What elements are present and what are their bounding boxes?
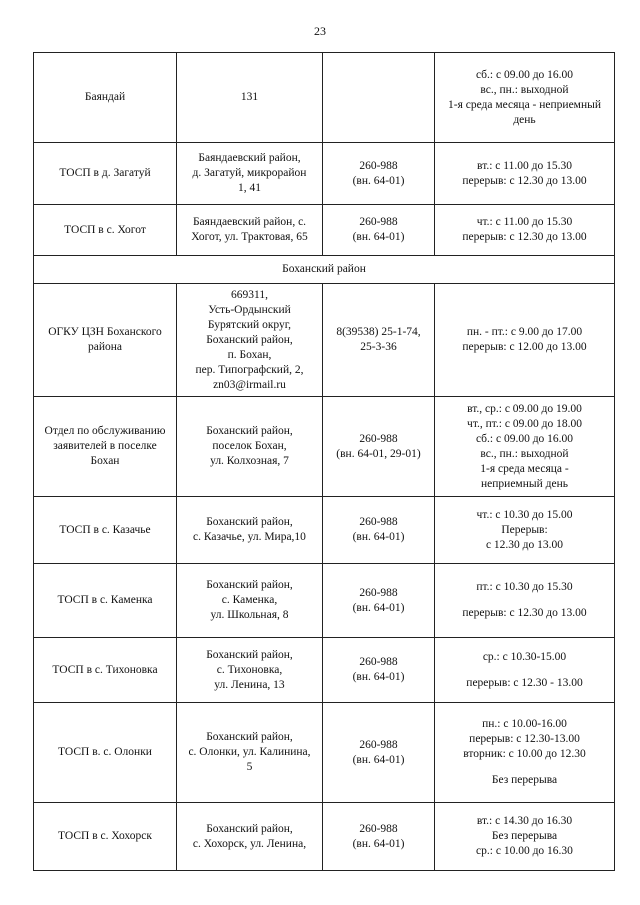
cell-line: с. Каменка,: [221, 594, 278, 606]
cell-line: 260-988: [359, 216, 398, 228]
cell-line: с. Казачье, ул. Мира,10: [193, 531, 306, 543]
office-name-cell: [34, 143, 177, 205]
line-spacer: [438, 665, 611, 676]
cell-line: перерыв: с 12.30 до 13.00: [462, 607, 587, 619]
cell-line: заявителей в поселке: [53, 440, 157, 452]
cell-line: Боханский район,: [206, 579, 293, 591]
cell-line: ТОСП в д. Загатуй: [59, 167, 151, 179]
office-phone-cell: [323, 143, 435, 205]
cell-line: вт., ср.: с 09.00 до 19.00: [467, 402, 582, 415]
office-address-cell: [177, 143, 323, 205]
section-title: Боханский район: [34, 256, 615, 284]
cell-line: zn03@irmail.ru: [213, 378, 286, 391]
office-name-cell: [34, 53, 177, 143]
cell-line: ТОСП в с. Хогот: [64, 223, 146, 236]
table-row: [34, 284, 615, 397]
office-phone-cell: [323, 803, 435, 871]
cell-line: вт.: с 11.00 до 15.30: [477, 159, 572, 172]
cell-line: вс., пн.: выходной: [480, 447, 569, 460]
office-phone-cell: [323, 205, 435, 256]
cell-line: 25-3-36: [360, 341, 397, 353]
cell-line: 1-я среда месяца - неприемный: [447, 98, 601, 111]
table-row: [34, 564, 615, 638]
office-name-cell: [34, 497, 177, 564]
cell-line: ул. Школьная, 8: [210, 609, 289, 621]
cell-line: Бохан: [90, 455, 120, 467]
cell-line: с. Олонки, ул. Калинина,: [188, 746, 311, 758]
cell-line: Без перерыва: [491, 830, 558, 842]
cell-line: (вн. 64-01): [352, 531, 405, 543]
office-address-cell: [177, 53, 323, 143]
cell-line: (вн. 64-01): [352, 174, 405, 187]
cell-line: 260-988: [359, 586, 398, 599]
cell-line: Баяндаевский район,: [198, 152, 301, 164]
cell-line: Боханский район,: [206, 425, 293, 437]
office-phone-cell: [323, 284, 435, 397]
cell-line: с. Тихоновка,: [216, 663, 283, 676]
table-row: [34, 53, 615, 143]
office-name-cell: [34, 803, 177, 871]
cell-line: ТОСП в. с. Олонки: [58, 746, 152, 758]
cell-line: поселок Бохан,: [212, 440, 287, 452]
office-hours-cell: [435, 497, 615, 564]
office-phone-cell: [323, 397, 435, 497]
cell-line: перерыв: с 12.30 - 13.00: [466, 676, 583, 689]
office-phone-cell: [323, 564, 435, 638]
cell-line: 260-988: [359, 656, 398, 668]
cell-line: Отдел по обслуживанию: [44, 425, 166, 437]
table-row: [34, 803, 615, 871]
table-row: [34, 397, 615, 497]
cell-line: чт.: с 10.30 до 15.00: [476, 508, 573, 521]
cell-line: неприемный день: [481, 477, 568, 490]
cell-line: д. Загатуй, микрорайон: [192, 167, 307, 179]
cell-line: перерыв: с 12.30-13.00: [469, 733, 580, 745]
cell-line: ср.: с 10.00 до 16.30: [476, 845, 573, 857]
cell-line: вторник: с 10.00 до 12.30: [463, 748, 586, 760]
office-name-cell: [34, 638, 177, 703]
cell-line: (вн. 64-01): [352, 753, 405, 766]
table-row: [34, 143, 615, 205]
cell-line: Перерыв:: [501, 523, 548, 536]
offices-table-body: [34, 53, 615, 871]
office-name-cell: [34, 205, 177, 256]
cell-line: Бурятский округ,: [207, 318, 292, 331]
office-hours-cell: [435, 397, 615, 497]
cell-line: ул. Ленина, 13: [214, 678, 285, 691]
cell-line: Боханский район,: [206, 822, 293, 835]
table-row: [34, 703, 615, 803]
office-address-cell: [177, 803, 323, 871]
office-address-cell: [177, 397, 323, 497]
cell-line: сб.: с 09.00 до 16.00: [475, 68, 574, 81]
cell-line: перерыв: с 12.30 до 13.00: [462, 231, 587, 243]
cell-line: с. Хохорск, ул. Ленина,: [192, 837, 307, 850]
office-hours-cell: [435, 638, 615, 703]
line-spacer: [438, 595, 611, 606]
cell-line: Без перерыва: [491, 774, 558, 786]
cell-line: 8(39538) 25-1-74,: [336, 326, 421, 338]
cell-line: 669311,: [231, 288, 268, 301]
cell-line: ОГКУ ЦЗН Боханского: [48, 326, 162, 338]
cell-line: (вн. 64-01): [352, 671, 405, 683]
cell-line: Хогот, ул. Трактовая, 65: [191, 231, 308, 243]
cell-line: Боханский район,: [206, 516, 293, 528]
cell-line: Боханский район,: [206, 333, 293, 346]
cell-line: 260-988: [359, 516, 398, 528]
cell-line: 260-988: [359, 738, 398, 751]
line-spacer: [438, 762, 611, 773]
cell-line: перерыв: с 12.00 до 13.00: [462, 341, 587, 353]
cell-line: Баяндай: [84, 91, 126, 103]
cell-line: Усть-Ордынский: [208, 303, 291, 316]
section-row: [34, 256, 615, 284]
cell-line: Боханский район,: [206, 731, 293, 743]
cell-line: 131: [240, 91, 259, 103]
cell-line: пн. - пт.: с 9.00 до 17.00: [466, 326, 583, 338]
cell-line: п. Бохан,: [227, 348, 272, 361]
cell-line: чт., пт.: с 09.00 до 18.00: [467, 417, 582, 430]
cell-line: чт.: с 11.00 до 15.30: [476, 216, 573, 228]
cell-line: ТОСП в с. Хохорск: [58, 830, 152, 842]
cell-line: Боханский район,: [206, 648, 293, 661]
cell-line: 260-988: [359, 822, 398, 835]
office-hours-cell: [435, 143, 615, 205]
cell-line: (вн. 64-01): [352, 601, 405, 614]
cell-line: день: [513, 113, 536, 126]
office-address-cell: [177, 205, 323, 256]
cell-line: Баяндаевский район, с.: [192, 216, 307, 228]
cell-line: ТОСП в с. Каменка: [57, 594, 153, 606]
office-hours-cell: [435, 53, 615, 143]
office-hours-cell: [435, 205, 615, 256]
cell-line: 5: [246, 761, 253, 773]
office-hours-cell: [435, 284, 615, 397]
table-row: [34, 638, 615, 703]
office-name-cell: [34, 284, 177, 397]
page-number: 23: [314, 24, 326, 38]
office-address-cell: [177, 703, 323, 803]
cell-line: (вн. 64-01): [352, 837, 405, 850]
office-address-cell: [177, 638, 323, 703]
cell-line: 1, 41: [238, 182, 261, 194]
cell-line: 260-988: [359, 432, 398, 445]
cell-line: пер. Типографский, 2,: [195, 363, 304, 376]
office-phone-cell: [323, 53, 435, 143]
cell-line: сб.: с 09.00 до 16.00: [475, 432, 574, 445]
cell-line: ср.: с 10.30-15.00: [482, 650, 567, 663]
cell-line: (вн. 64-01, 29-01): [336, 447, 421, 460]
cell-line: района: [87, 341, 123, 353]
office-name-cell: [34, 703, 177, 803]
office-name-cell: [34, 397, 177, 497]
office-hours-cell: [435, 703, 615, 803]
office-name-cell: [34, 564, 177, 638]
cell-line: ТОСП в с. Тихоновка: [52, 663, 158, 676]
cell-line: ТОСП в с. Казачье: [59, 523, 151, 536]
cell-line: (вн. 64-01): [352, 231, 405, 243]
office-address-cell: [177, 497, 323, 564]
office-address-cell: [177, 284, 323, 397]
office-address-cell: [177, 564, 323, 638]
cell-line: ул. Колхозная, 7: [210, 455, 289, 467]
cell-line: перерыв: с 12.30 до 13.00: [462, 174, 587, 187]
cell-line: 1-я среда месяца -: [480, 462, 569, 475]
offices-table: [33, 52, 615, 871]
table-row: [34, 497, 615, 564]
office-hours-cell: [435, 564, 615, 638]
cell-line: вт.: с 14.30 до 16.30: [476, 815, 573, 827]
cell-line: пн.: с 10.00-16.00: [482, 718, 567, 730]
cell-line: 260-988: [359, 159, 398, 172]
office-phone-cell: [323, 497, 435, 564]
cell-line: пт.: с 10.30 до 15.30: [476, 581, 573, 593]
office-phone-cell: [323, 703, 435, 803]
cell-line: с 12.30 до 13.00: [485, 538, 564, 551]
table-row: [34, 205, 615, 256]
cell-line: вс., пн.: выходной: [480, 83, 569, 96]
office-phone-cell: [323, 638, 435, 703]
office-hours-cell: [435, 803, 615, 871]
